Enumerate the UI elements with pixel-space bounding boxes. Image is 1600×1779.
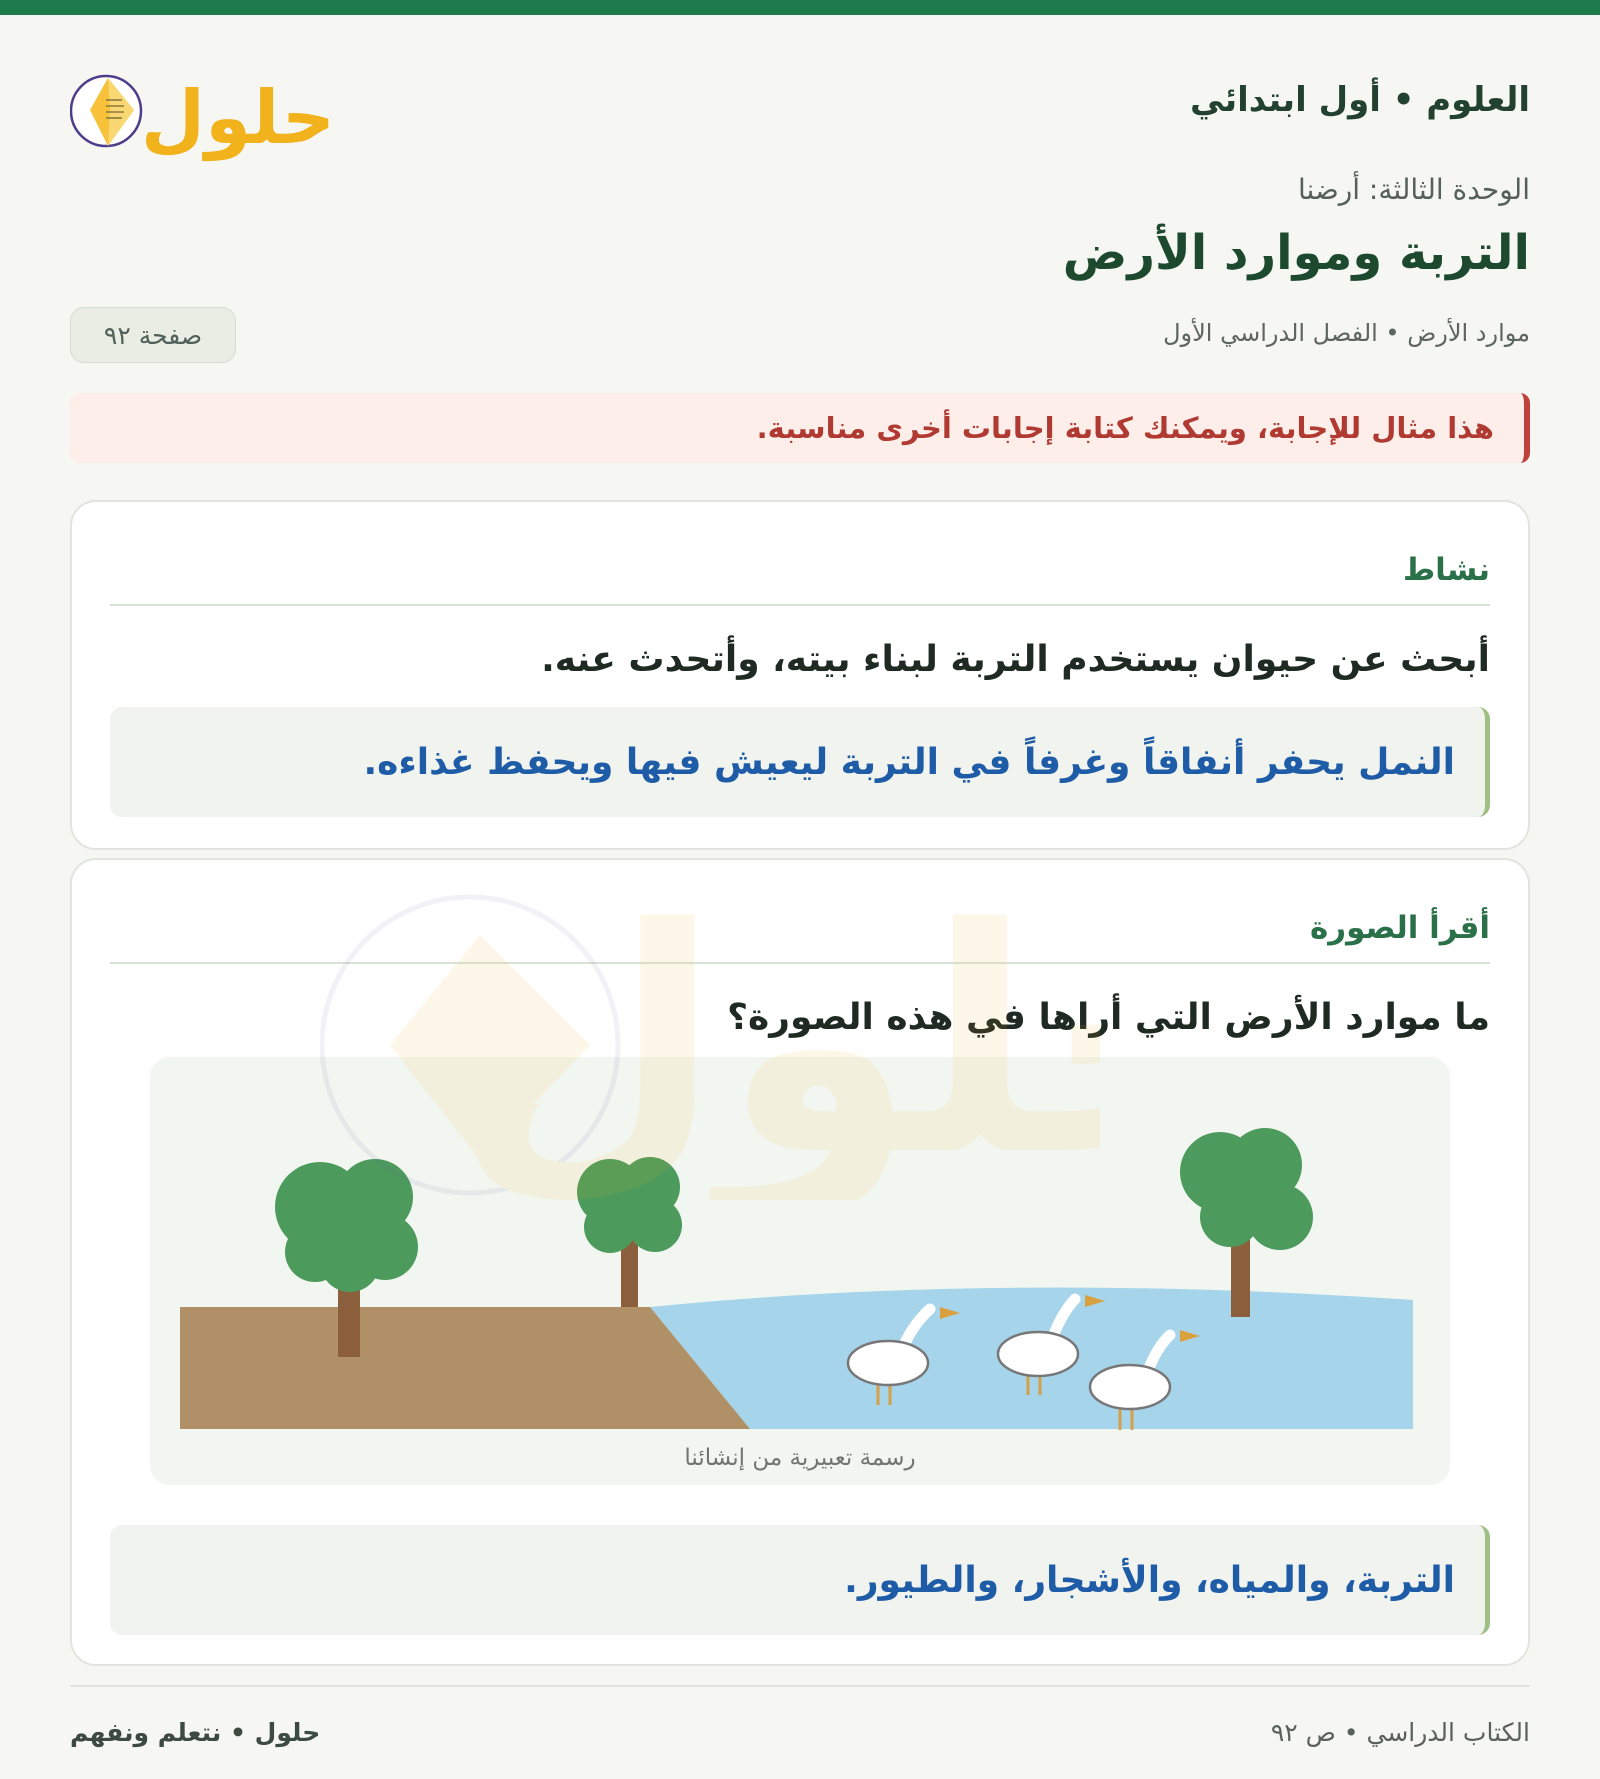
subject-title: العلوم • أول ابتدائي — [1189, 80, 1530, 120]
divider — [110, 962, 1490, 964]
footer-brand: حلول • نتعلم ونفهم — [70, 1718, 321, 1747]
page-number-badge: صفحة ٩٢ — [70, 307, 236, 363]
lesson-title: التربة وموارد الأرض — [1062, 225, 1530, 281]
illustration-figure — [150, 1057, 1450, 1485]
answer-box: النمل يحفر أنفاقاً وغرفاً في التربة ليعيش فيها ويحفظ غذاءه. — [110, 707, 1490, 817]
question-text: أبحث عن حيوان يستخدم التربة لبناء بيته، وأتحدث عنه. — [541, 639, 1490, 680]
question-text: ما موارد الأرض التي أراها في هذه الصورة؟ — [727, 997, 1490, 1038]
card-label: نشاط — [1402, 552, 1490, 588]
footer-book-reference: الكتاب الدراسي • ص ٩٢ — [1270, 1718, 1530, 1747]
landscape-illustration — [150, 1057, 1450, 1485]
soil — [180, 1307, 750, 1429]
divider — [110, 604, 1490, 606]
page — [70, 15, 1530, 1779]
tree — [577, 1157, 682, 1307]
example-answer-note: هذا مثال للإجابة، ويمكنك كتابة إجابات أخرى مناسبة. — [70, 393, 1530, 463]
hulul-logo[interactable] — [70, 48, 340, 168]
figure-caption: رسمة تعبيرية من إنشائنا — [684, 1445, 916, 1471]
logo-icon — [70, 48, 340, 168]
lesson-meta: موارد الأرض • الفصل الدراسي الأول — [1163, 319, 1530, 347]
logo-wordmark: حلول — [140, 75, 336, 161]
tree — [1180, 1128, 1313, 1317]
answer-box: التربة، والمياه، والأشجار، والطيور. — [110, 1525, 1490, 1635]
top-accent-bar — [0, 0, 1600, 15]
activity-card — [70, 500, 1530, 850]
footer-divider — [70, 1685, 1530, 1687]
read-image-card — [70, 858, 1530, 1666]
unit-title: الوحدة الثالثة: أرضنا — [1297, 173, 1530, 206]
card-label: أقرأ الصورة — [1309, 910, 1490, 946]
